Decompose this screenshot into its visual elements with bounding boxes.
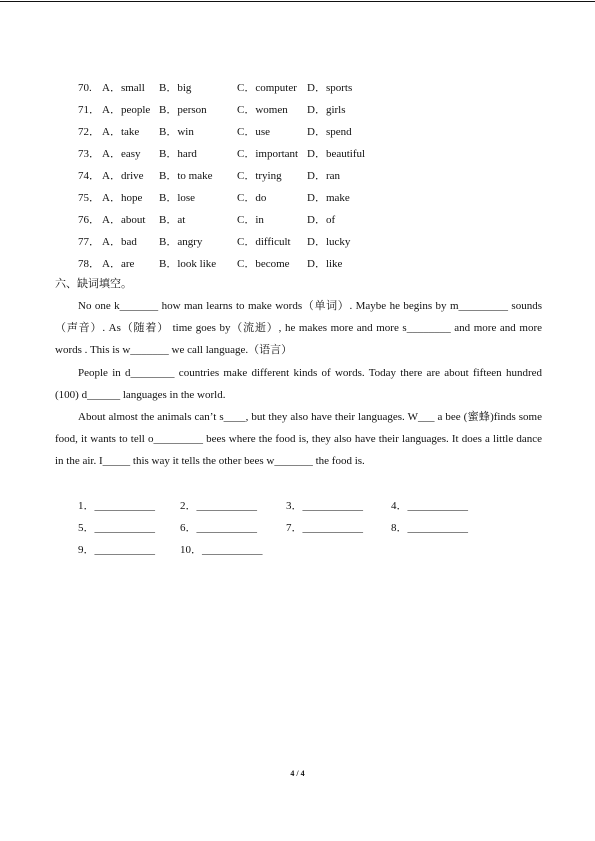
option-d: D．of: [307, 214, 336, 226]
option-b: B．big: [159, 82, 192, 94]
option-d: D．sports: [307, 82, 353, 94]
question-number: 75．: [78, 192, 100, 204]
question-number: 78．: [78, 258, 100, 270]
option-c: C．in: [237, 214, 264, 226]
question-number: 70.: [78, 82, 92, 94]
option-b: B．look like: [159, 258, 217, 270]
cloze-passage: [55, 295, 542, 473]
question-number: 77．: [78, 236, 100, 248]
question-number: 73．: [78, 148, 100, 160]
answer-blank-8: 8．___________: [391, 522, 468, 534]
option-b: B．lose: [159, 192, 196, 204]
option-b: B．win: [159, 126, 194, 138]
option-a: A．small: [102, 82, 145, 94]
option-c: C．become: [237, 258, 290, 270]
passage-paragraph-1: No one k_______ how man learns to make words（单词）. Maybe he begins by m_________ sounds（声音）. As（随着） time goes by（流逝）, he makes more and more s________ and more and more words . This is w_______ we call language.（语言）: [55, 300, 542, 357]
answer-blank-9: 9．___________: [78, 544, 155, 556]
answer-blank-7: 7．___________: [286, 522, 363, 534]
option-b: B．at: [159, 214, 186, 226]
option-c: C．computer: [237, 82, 297, 94]
answer-blank-1: 1．___________: [78, 500, 155, 512]
option-a: A．about: [102, 214, 146, 226]
section-heading: 六、缺词填空。: [55, 278, 132, 290]
option-a: A．take: [102, 126, 140, 138]
option-a: A．hope: [102, 192, 143, 204]
answer-blank-5: 5．___________: [78, 522, 155, 534]
option-d: D．beautiful: [307, 148, 366, 160]
question-number: 72．: [78, 126, 100, 138]
passage-paragraph-3: About almost the animals can’t s____, but they also have their languages. W___ a bee (蜜蜂)finds some food, it wants to tell o_________ bees where the food is, they also have their languages. It does a little dance in the air. I_____ this way it tells the other bees w_______ the food is.: [55, 411, 542, 468]
answer-blank-3: 3．___________: [286, 500, 363, 512]
option-b: B．to make: [159, 170, 213, 182]
option-b: B．angry: [159, 236, 203, 248]
option-b: B．person: [159, 104, 207, 116]
option-b: B．hard: [159, 148, 197, 160]
option-c: C．difficult: [237, 236, 291, 248]
option-a: A．people: [102, 104, 151, 116]
question-number: 74．: [78, 170, 100, 182]
answer-blank-2: 2．___________: [180, 500, 257, 512]
option-c: C．trying: [237, 170, 282, 182]
option-d: D．like: [307, 258, 343, 270]
question-number: 71．: [78, 104, 100, 116]
option-a: A．are: [102, 258, 135, 270]
option-c: C．women: [237, 104, 288, 116]
option-c: C．do: [237, 192, 267, 204]
page-number: 4 / 4: [290, 769, 305, 778]
option-a: A．bad: [102, 236, 137, 248]
option-d: D．ran: [307, 170, 340, 182]
option-d: D．lucky: [307, 236, 351, 248]
option-a: A．easy: [102, 148, 141, 160]
option-a: A．drive: [102, 170, 144, 182]
option-c: C．use: [237, 126, 270, 138]
answer-blank-4: 4．___________: [391, 500, 468, 512]
option-c: C．important: [237, 148, 299, 160]
passage-paragraph-2: People in d________ countries make different kinds of words. Today there are about fifteen hundred (100) d______ languages in the world.: [55, 366, 542, 401]
option-d: D．spend: [307, 126, 352, 138]
answer-blank-6: 6．___________: [180, 522, 257, 534]
option-d: D．girls: [307, 104, 346, 116]
question-number: 76．: [78, 214, 100, 226]
option-d: D．make: [307, 192, 350, 204]
answer-blank-10: 10．___________: [180, 544, 263, 556]
